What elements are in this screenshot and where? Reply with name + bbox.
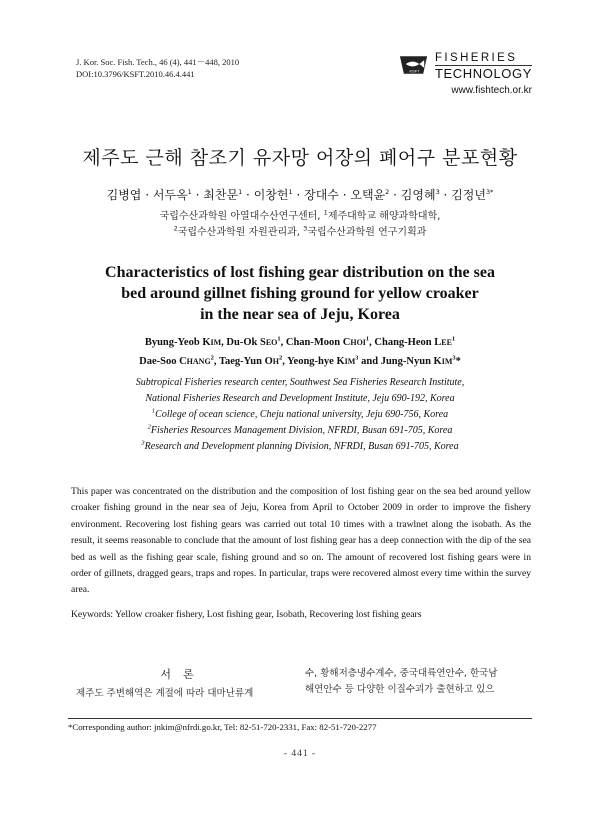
corresponding-author-footnote: *Corresponding author: jnkim@nfrdi.go.kr, Tel: 82-51-720-2331, Fax: 82-51-720-2277 — [68, 722, 377, 732]
english-affiliation-3: $^1$College of ocean science, Cheju national university, Jeju 690-756, Korea — [151, 407, 449, 420]
korean-title: 제주도 근해 참조기 유자망 어장의 폐어구 분포현황 — [82, 147, 518, 169]
english-affiliation-2: National Fisheries Research and Development Institute, Jeju 690-192, Korea — [145, 393, 455, 404]
logo-emblem-text: KSFT — [409, 68, 420, 74]
kr-author: 이창헌$^1$ — [253, 188, 293, 202]
kr-author: 김정년$^{3*}$ — [451, 188, 494, 202]
kr-author: 김병엽 — [106, 188, 142, 202]
section-heading-introduction: 서론 — [160, 668, 206, 681]
fish-emblem-icon — [398, 52, 431, 78]
footnote-divider — [68, 718, 532, 719]
page-number: - 441 - — [283, 749, 317, 759]
body-right-line-1: 수, 황해저층냉수계수, 중국대륙연안수, 한국남 — [305, 668, 498, 679]
english-affiliation-4: $^2$Fisheries Resources Management Division, NFRDI, Busan 691-705, Korea — [147, 423, 453, 436]
korean-affiliation-1: 국립수산과학원 아열대수산연구센터, $^1$제주대학교 해양과학대학, — [159, 208, 441, 222]
journal-citation — [76, 56, 239, 80]
citation-line-1: J. Kor. Soc. Fish. Tech., 46 (4), 441－448, 2010 — [76, 57, 240, 67]
korean-affiliation-2: $^2$국립수산과학원 자원관리과, $^3$국립수산과학원 연구기획과 — [173, 224, 427, 238]
english-affiliation-5: $^3$Research and Development planning Division, NFRDI, Busan 691-705, Korea — [141, 439, 459, 452]
logo-word-technology: TECHNOLOGY — [434, 66, 532, 81]
keywords: Keywords: Yellow croaker fishery, Lost fishing gear, Isobath, Recovering lost fishing gears — [71, 609, 422, 620]
body-left-column — [76, 666, 290, 702]
kr-author: 최찬문$^1$ — [203, 188, 243, 202]
kr-author: 오택윤$^2$ — [350, 188, 390, 202]
journal-url[interactable]: www.fishtech.or.kr — [451, 85, 532, 96]
english-title: Characteristics of lost fishing gear distribution on the sea bed around gillnet fishing ground for yellow croaker in the near sea of Jeju, Korea — [105, 264, 495, 323]
korean-authors: 김병엽 · 서두옥$^1$ · 최찬문$^1$ · 이창헌$^1$ · 장대수 · 오택윤$^2$ · 김영혜$^3$ · 김정년$^{3*}$ — [106, 188, 494, 202]
kr-author: 김영혜$^3$ — [400, 188, 440, 202]
kr-author: 장대수 — [304, 188, 339, 202]
english-affiliation-1: Subtropical Fisheries research center, Southwest Sea Fisheries Research Institute, — [135, 377, 465, 388]
journal-logo — [398, 52, 532, 96]
english-authors-line-1: Byung-Yeob KIM, Du-Ok SEO$^1$, Chan-Moon CHOI$^1$, Chang-Heon LEE$^1$ — [144, 335, 456, 348]
english-authors-line-2: Dae-Soo CHANG$^2$, Taeg-Yun $OH^2$, Yeong-hye KIM$^3$ and Jung-Nyun KIM$^3$* — [139, 354, 461, 367]
body-left-text: 제주도 주변해역은 계절에 따라 대마난류계 — [76, 688, 254, 699]
kr-author: 서두옥$^1$ — [152, 188, 192, 202]
body-right-column — [305, 666, 533, 698]
doi-line: DOI:10.3796/KSFT.2010.46.4.441 — [76, 69, 195, 79]
body-right-line-2: 해연안수 등 다양한 이질수괴가 출현하고 있으 — [305, 684, 495, 695]
logo-word-fisheries: FISHERIES — [434, 52, 518, 64]
abstract: This paper was concentrated on the distribution and the composition of lost fishing gear on the sea bed around yellow croaker fishing ground in the near sea of Jeju, Korea from April to October 2009 in order to improve the fishery environment. Recovering lost fishing gears was carried out total 10 times with a trawlnet along the isobath. As the result, it seems reasonable to conclude that the amount of lost fishing gear has a deep connection with the dip of the sea bed as well as the fishing gear scale, fishing ground and so on. The amount of recovered lost fishing gears were in order of gillnets, dragged gears, traps and ropes. In particular, traps were recovered almost every time within the survey area. — [71, 486, 531, 596]
